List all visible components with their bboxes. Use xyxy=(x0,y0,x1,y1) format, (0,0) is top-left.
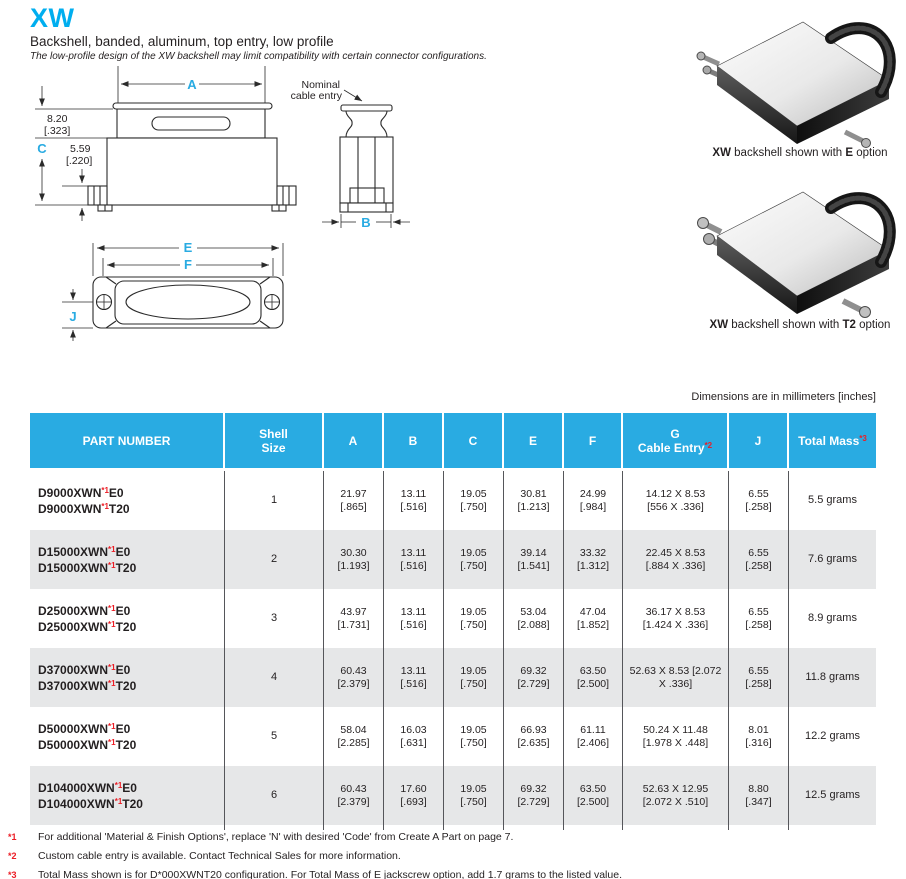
header-shell-size: Shell Size xyxy=(225,413,324,468)
header-j: J xyxy=(729,413,789,468)
cell-e: 69.32 [2.729] xyxy=(504,648,564,707)
cell-shell-size: 3 xyxy=(225,589,324,648)
cell-e: 53.04 [2.088] xyxy=(504,589,564,648)
photo-caption-e-option: XW backshell shown with E option xyxy=(712,147,888,159)
table-bottom-ticks xyxy=(30,825,876,830)
cell-shell-size: 5 xyxy=(225,707,324,766)
table-row xyxy=(30,530,876,589)
caption-product: XW xyxy=(709,319,729,331)
cell-c: 19.05 [.750] xyxy=(444,471,504,530)
cell-f: 63.50 [2.500] xyxy=(564,648,623,707)
header-b: B xyxy=(384,413,444,468)
photo-backshell-t2-option xyxy=(695,176,905,318)
cell-b: 13.11 [.516] xyxy=(384,589,444,648)
cell-shell-size: 6 xyxy=(225,766,324,825)
header-c: C xyxy=(444,413,504,468)
table-row xyxy=(30,707,876,766)
dim-label-e: E xyxy=(183,240,193,255)
footnote-marker: *1 xyxy=(8,832,17,842)
cell-b: 17.60 [.693] xyxy=(384,766,444,825)
cell-j: 8.80 [.347] xyxy=(729,766,789,825)
dim-559-in: [.220] xyxy=(66,155,93,167)
nominal-label-1: Nominal xyxy=(301,79,340,91)
footnotes xyxy=(8,831,894,879)
footnote-text: For additional 'Material & Finish Options', replace 'N' with desired 'Code' from Create A Part on page 7. xyxy=(38,831,514,843)
footnote-text: Custom cable entry is available. Contact Technical Sales for more information. xyxy=(38,850,401,862)
header-a: A xyxy=(324,413,384,468)
footnote-marker: *3 xyxy=(8,870,17,879)
cell-c: 19.05 [.750] xyxy=(444,707,504,766)
cell-g-cable-entry: 50.24 X 11.48 [1.978 X .448] xyxy=(623,707,729,766)
cell-part-number: D15000XWN$^{*1}$E0 D15000XWN$^{*1}$T20 xyxy=(30,530,225,589)
cell-a: 60.43 [2.379] xyxy=(324,648,384,707)
cell-b: 13.11 [.516] xyxy=(384,471,444,530)
cell-total-mass: 12.5 grams xyxy=(804,789,861,801)
cell-part-number: D25000XWN$^{*1}$E0 D25000XWN$^{*1}$T20 xyxy=(30,589,225,648)
table-row xyxy=(30,589,876,648)
cell-f: 24.99 [.984] xyxy=(564,471,623,530)
dim-820: 8.20 xyxy=(47,113,68,125)
caption-option: E xyxy=(845,147,854,159)
page-subtitle: Backshell, banded, aluminum, top entry, low profile xyxy=(30,34,334,49)
cell-shell-size: 1 xyxy=(225,471,324,530)
photo-caption-t2-option: XW backshell shown with T2 option xyxy=(709,319,891,331)
dim-label-b: B xyxy=(361,215,371,230)
cell-b: 13.11 [.516] xyxy=(384,648,444,707)
technical-drawings xyxy=(0,60,460,380)
table-body xyxy=(30,471,876,825)
dim-820-in: [.323] xyxy=(44,125,71,137)
cell-b: 16.03 [.631] xyxy=(384,707,444,766)
dimensions-table xyxy=(30,413,876,830)
table-header-row xyxy=(30,413,876,468)
cell-f: 63.50 [2.500] xyxy=(564,766,623,825)
side-view-drawing xyxy=(291,79,410,230)
footnote-text: Total Mass shown is for D*000XWNT20 configuration. For Total Mass of E jackscrew option, add 1.7 grams to the listed value. xyxy=(38,869,622,879)
dimensions-units-note: Dimensions are in millimeters [inches] xyxy=(691,391,876,403)
header-part-number: PART NUMBER xyxy=(30,413,225,468)
table-row xyxy=(30,471,876,530)
dim-label-a: A xyxy=(187,77,197,92)
cell-total-mass: 12.2 grams xyxy=(804,730,861,742)
cell-part-number: D50000XWN$^{*1}$E0 D50000XWN$^{*1}$T20 xyxy=(30,707,225,766)
cell-g-cable-entry: 14.12 X 8.53 [556 X .336] xyxy=(623,471,729,530)
table-row xyxy=(30,648,876,707)
cell-a: 60.43 [2.379] xyxy=(324,766,384,825)
cell-f: 33.32 [1.312] xyxy=(564,530,623,589)
footnote-marker: *2 xyxy=(8,851,17,861)
cell-j: 6.55 [.258] xyxy=(729,589,789,648)
cell-total-mass: 8.9 grams xyxy=(808,612,857,624)
cell-g-cable-entry: 36.17 X 8.53 [1.424 X .336] xyxy=(623,589,729,648)
cell-f: 47.04 [1.852] xyxy=(564,589,623,648)
cell-j: 6.55 [.258] xyxy=(729,530,789,589)
cell-e: 69.32 [2.729] xyxy=(504,766,564,825)
cell-part-number: D37000XWN$^{*1}$E0 D37000XWN$^{*1}$T20 xyxy=(30,648,225,707)
cell-shell-size: 4 xyxy=(225,648,324,707)
cell-e: 66.93 [2.635] xyxy=(504,707,564,766)
cell-part-number: D104000XWN$^{*1}$E0 D104000XWN$^{*1}$T20 xyxy=(30,766,225,825)
cell-c: 19.05 [.750] xyxy=(444,648,504,707)
cell-g-cable-entry: 52.63 X 12.95 [2.072 X .510] xyxy=(623,766,729,825)
cell-total-mass: 11.8 grams xyxy=(805,671,860,683)
bottom-view-drawing xyxy=(62,240,283,341)
dim-559: 5.59 xyxy=(70,143,91,155)
dim-label-f: F xyxy=(184,257,192,272)
cell-b: 13.11 [.516] xyxy=(384,530,444,589)
compatibility-note: The low-profile design of the XW backshell may limit compatibility with certain connector configurations. xyxy=(30,51,487,62)
footnote xyxy=(8,831,894,844)
cell-g-cable-entry: 52.63 X 8.53 [2.072 X .336] xyxy=(623,648,729,707)
header-g-cable-entry: G Cable Entry$^{*2}$ xyxy=(623,413,729,468)
caption-option: T2 xyxy=(842,319,856,331)
page-header xyxy=(30,4,650,63)
cell-c: 19.05 [.750] xyxy=(444,530,504,589)
front-view-drawing xyxy=(35,66,296,221)
cell-e: 39.14 [1.541] xyxy=(504,530,564,589)
thumbscrew-hardware-right xyxy=(843,301,871,318)
caption-product: XW xyxy=(712,147,731,159)
cell-j: 6.55 [.258] xyxy=(729,471,789,530)
cell-total-mass: 7.6 grams xyxy=(808,553,857,565)
cell-j: 6.55 [.258] xyxy=(729,648,789,707)
cell-j: 8.01 [.316] xyxy=(729,707,789,766)
header-e: E xyxy=(504,413,564,468)
cell-part-number: D9000XWN$^{*1}$E0 D9000XWN$^{*1}$T20 xyxy=(30,471,225,530)
page-title: XW xyxy=(30,3,75,33)
cell-a: 21.97 [.865] xyxy=(324,471,384,530)
header-f: F xyxy=(564,413,623,468)
dim-label-c: C xyxy=(37,141,47,156)
nominal-label-2: cable entry xyxy=(290,90,342,102)
cell-shell-size: 2 xyxy=(225,530,324,589)
dim-label-j: J xyxy=(69,309,77,324)
cell-c: 19.05 [.750] xyxy=(444,589,504,648)
cell-total-mass: 5.5 grams xyxy=(808,494,857,506)
jackscrew-hardware-right xyxy=(845,132,871,148)
footnote xyxy=(8,850,894,863)
footnote xyxy=(8,869,894,879)
cell-a: 30.30 [1.193] xyxy=(324,530,384,589)
table-row xyxy=(30,766,876,825)
cell-c: 19.05 [.750] xyxy=(444,766,504,825)
cell-f: 61.11 [2.406] xyxy=(564,707,623,766)
cell-a: 43.97 [1.731] xyxy=(324,589,384,648)
cell-e: 30.81 [1.213] xyxy=(504,471,564,530)
cell-a: 58.04 [2.285] xyxy=(324,707,384,766)
header-total-mass: Total Mass$^{*3}$ xyxy=(789,413,876,468)
photo-backshell-e-option xyxy=(695,6,905,148)
cell-g-cable-entry: 22.45 X 8.53 [.884 X .336] xyxy=(623,530,729,589)
